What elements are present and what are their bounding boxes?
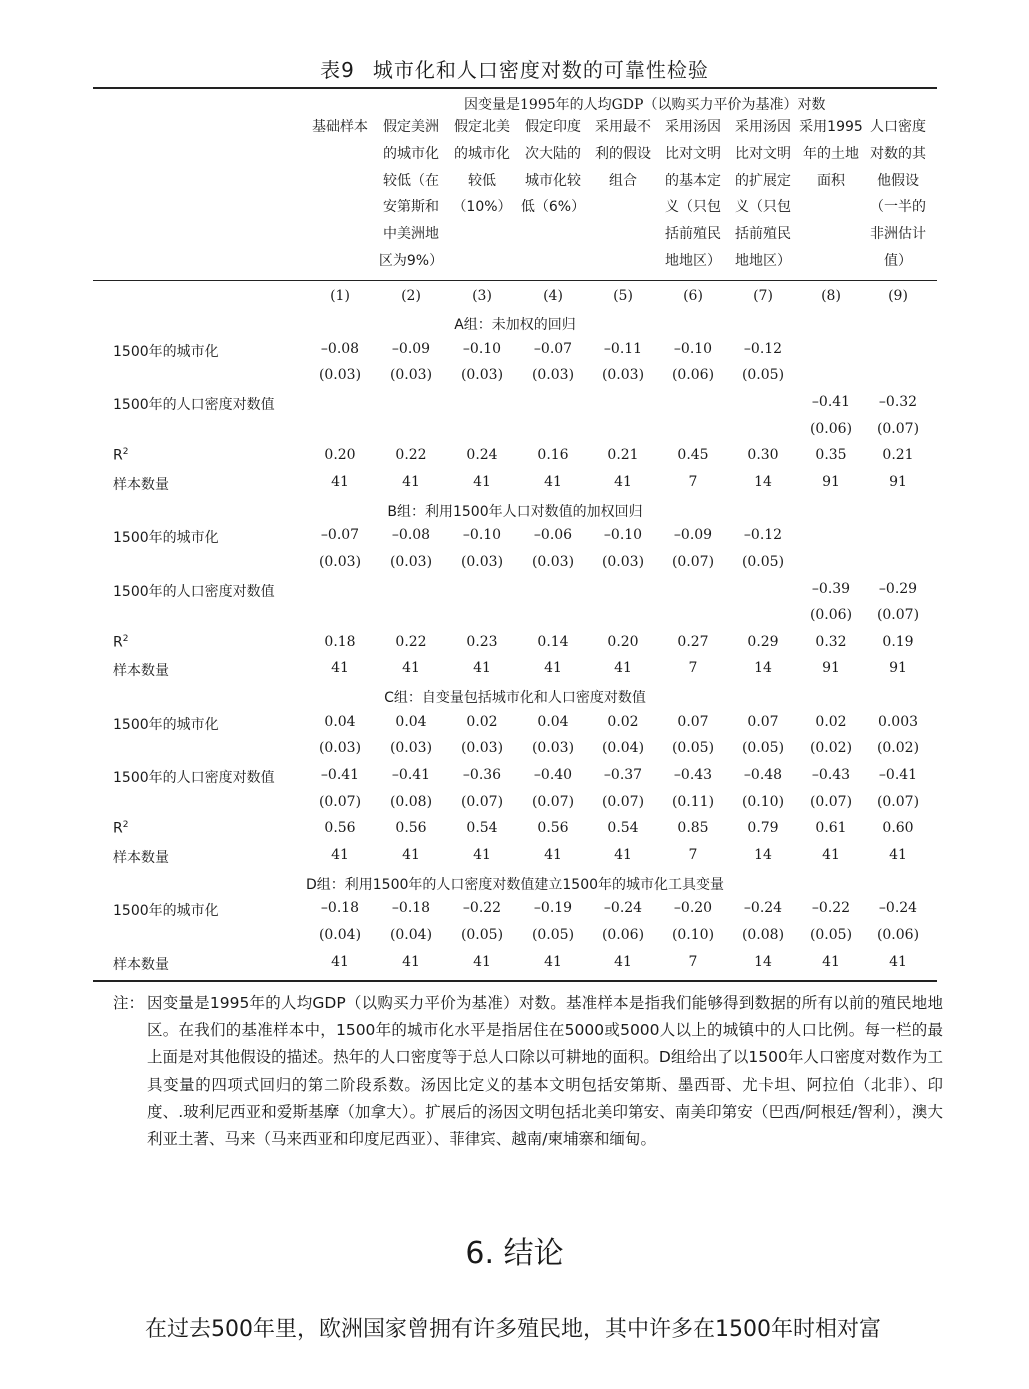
table-cell: 0.85 [677, 820, 709, 837]
column-header-line: 基础样本 [312, 119, 368, 135]
panel-title: C组：自变量包括城市化和人口密度对数值 [384, 690, 646, 707]
row-label [113, 341, 219, 361]
row-label [113, 900, 219, 920]
row-label [113, 847, 169, 867]
column-number: (8) [821, 288, 841, 304]
row-label-text: 1500年的城市化 [113, 716, 219, 733]
column-header-line: 假定美洲 [383, 119, 439, 135]
table-cell: 0.04 [395, 713, 427, 730]
row-label [113, 954, 169, 974]
table-cell: 0.27 [677, 633, 709, 650]
table-cell: (0.07) [460, 793, 504, 810]
table-cell: 0.24 [466, 447, 498, 464]
superscript: 2 [122, 633, 129, 644]
table-cell: 91 [822, 660, 840, 677]
table-cell: –0.12 [743, 527, 783, 544]
table-cell: 0.02 [466, 713, 498, 730]
column-header-line: 年的土地 [803, 145, 859, 162]
table-cell: (0.03) [531, 553, 575, 570]
table-cell: –0.39 [811, 580, 851, 597]
column-header-line: 采用汤因 [735, 119, 791, 135]
column-header-line: 他假设 [877, 172, 919, 189]
table-cell: 0.04 [324, 713, 356, 730]
table-cell: (0.06) [876, 926, 920, 943]
table-cell: 0.04 [537, 713, 569, 730]
note-text: 因变量是1995年的人均GDP（以购买力平价为基准）对数。基准样本是指我们能够得到数据的所有以前的殖民地地区。在我们的基准样本中，1500年的城市化水平是指居住在5000或5000人以上的城镇中的人口比例。每一栏的最上面是对其他假设的描述。热年的人口密度等于总人口除以可耕地的面积。D组给出了以1500年人口密度对数作为工具变量的四项式回归的第二阶段系数。汤因比定义的基本文明包括安第斯、墨西哥、尤卡坦、阿拉伯（北非）、印度、.玻利尼西亚和爱斯基摩（加拿大）。扩展后的汤因文明包括北美印第安、南美印第安（巴西/阿根廷/智利），澳大利亚土著、马来（马来西亚和印度尼西亚）、菲律宾、越南/柬埔寨和缅甸。 [147, 994, 943, 1149]
superscript: 2 [122, 447, 129, 458]
table-cell: –0.10 [462, 340, 502, 357]
table-cell: –0.22 [462, 900, 502, 917]
column-header-line: 面积 [817, 172, 845, 189]
table-title [0, 54, 1029, 83]
table-cell: –0.10 [462, 527, 502, 544]
table-cell: (0.06) [671, 367, 715, 384]
table-cell: –0.41 [391, 767, 431, 784]
table-cell: (0.05) [741, 367, 785, 384]
row-label [113, 714, 219, 734]
column-header-line: 括前殖民 [665, 226, 721, 243]
table-cell: 14 [754, 473, 772, 490]
column-header-line: 对数的其 [870, 145, 926, 162]
column-header-line: 利的假设 [595, 145, 651, 162]
table-cell: 0.20 [324, 447, 356, 464]
column-header-8 [796, 114, 866, 194]
table-cell: 0.18 [324, 633, 356, 650]
row-label-text: R [113, 634, 123, 651]
table-cell: –0.09 [673, 527, 713, 544]
table-cell: –0.19 [533, 900, 573, 917]
row-label-text: 1500年的城市化 [113, 903, 219, 920]
table-cell: 41 [473, 847, 491, 863]
table-note [113, 990, 943, 1153]
table-cell: (0.03) [318, 553, 362, 570]
table-cell: (0.04) [601, 740, 645, 757]
table-cell: 0.56 [537, 820, 569, 837]
table-cell: 41 [331, 660, 349, 677]
table-cell: (0.03) [460, 553, 504, 570]
column-header-1 [305, 114, 375, 141]
row-label [113, 474, 169, 494]
table-cell: –0.18 [320, 900, 360, 917]
table-cell: 41 [331, 473, 349, 490]
table-cell: 41 [614, 847, 632, 863]
table-cell: 0.32 [815, 633, 847, 650]
column-header-3 [447, 114, 517, 221]
table-cell: –0.24 [878, 900, 918, 917]
column-header-line: 的城市化 [454, 145, 510, 162]
table-cell: 0.56 [395, 820, 427, 837]
table-cell: 0.79 [747, 820, 779, 837]
table-cell: 7 [688, 847, 698, 863]
table-cell: (0.07) [876, 607, 920, 624]
column-header-line: 区为9%） [378, 252, 444, 269]
table-cell: (0.05) [741, 553, 785, 570]
table-cell: 41 [614, 953, 632, 970]
table-cell: 7 [688, 660, 698, 677]
table-cell: (0.02) [809, 740, 853, 757]
table-cell: 41 [331, 953, 349, 970]
table-cell: (0.04) [389, 926, 433, 943]
row-label-text: 1500年的人口密度对数值 [113, 583, 275, 600]
column-header-line: 义（只包 [665, 199, 721, 216]
column-header-line: 采用汤因 [665, 119, 721, 135]
table-cell: 41 [544, 473, 562, 490]
table-cell: 41 [822, 953, 840, 970]
table-cell: 0.61 [815, 820, 847, 837]
row-label-text: 1500年的人口密度对数值 [113, 396, 275, 413]
table-cell: 91 [822, 473, 840, 490]
column-header-line: 比对文明 [735, 145, 791, 162]
table-cell: 0.21 [607, 447, 639, 464]
table-cell: –0.12 [743, 340, 783, 357]
column-header-line: 次大陆的 [525, 145, 581, 162]
column-header-2 [376, 114, 446, 275]
table-cell: –0.07 [533, 340, 573, 357]
table-cell: 7 [688, 953, 698, 970]
column-number: (1) [330, 288, 350, 304]
table-cell: 41 [402, 847, 420, 863]
table-cell: –0.41 [878, 767, 918, 784]
table-cell: 0.02 [815, 713, 847, 730]
table-cell: 41 [889, 847, 907, 863]
column-header-6 [658, 114, 728, 275]
column-header-line: 城市化较 [525, 172, 581, 189]
table-cell: 0.16 [537, 447, 569, 464]
column-header-line: 较低 [468, 172, 496, 189]
table-cell: 41 [544, 660, 562, 677]
table-cell: –0.08 [391, 527, 431, 544]
column-header-7 [728, 114, 798, 275]
table-cell: (0.05) [741, 740, 785, 757]
table-cell: 0.02 [607, 713, 639, 730]
column-header-line: 采用1995 [799, 119, 863, 135]
column-header-line: 非洲估计 [870, 226, 926, 243]
table-cell: –0.11 [603, 340, 643, 357]
column-number: (5) [613, 288, 633, 304]
table-cell: 41 [614, 660, 632, 677]
table-cell: –0.20 [673, 900, 713, 917]
table-cell: –0.09 [391, 340, 431, 357]
row-label-text: 样本数量 [113, 476, 169, 493]
table-cell: 0.07 [747, 713, 779, 730]
table-top-rule [93, 87, 937, 89]
table-cell: (0.07) [531, 793, 575, 810]
table-cell: 7 [688, 473, 698, 490]
column-header-line: 地地区） [665, 252, 721, 269]
table-cell: (0.03) [531, 367, 575, 384]
table-cell: 41 [614, 473, 632, 490]
column-number: (9) [888, 288, 908, 304]
row-label-text: 1500年的城市化 [113, 343, 219, 360]
table-cell: 0.22 [395, 447, 427, 464]
column-header-line: 括前殖民 [735, 226, 791, 243]
table-bottom-rule [93, 980, 937, 982]
table-cell: (0.07) [671, 553, 715, 570]
table-cell: –0.22 [811, 900, 851, 917]
column-number: (6) [683, 288, 703, 304]
table-cell: (0.07) [601, 793, 645, 810]
table-cell: –0.40 [533, 767, 573, 784]
table-cell: (0.03) [389, 367, 433, 384]
row-label-text: 1500年的人口密度对数值 [113, 770, 275, 787]
column-number: (2) [401, 288, 421, 304]
column-header-line: 值） [884, 252, 912, 269]
table-cell: (0.08) [389, 793, 433, 810]
column-header-line: （一半的 [870, 199, 926, 216]
table-cell: 41 [889, 953, 907, 970]
table-cell: (0.10) [671, 926, 715, 943]
table-cell: (0.06) [601, 926, 645, 943]
table-cell: 0.45 [677, 447, 709, 464]
table-cell: 14 [754, 953, 772, 970]
row-label [113, 634, 128, 651]
column-header-line: 较低（在 [383, 172, 439, 189]
row-label [113, 660, 169, 680]
dependent-variable: 因变量是1995年的人均GDP（以购买力平价为基准）对数 [464, 97, 826, 113]
table-number: 表9 [320, 58, 355, 82]
panel-title: B组：利用1500年人口对数值的加权回归 [387, 503, 643, 520]
table-cell: 0.54 [466, 820, 498, 837]
table-cell: 41 [402, 473, 420, 490]
table-cell: (0.04) [318, 926, 362, 943]
table-cell: 41 [473, 953, 491, 970]
column-header-line: 中美洲地 [383, 226, 439, 243]
table-cell: –0.43 [811, 767, 851, 784]
column-number: (3) [472, 288, 492, 304]
table-cell: 14 [754, 847, 772, 863]
table-cell: (0.03) [531, 740, 575, 757]
table-cell: 0.30 [747, 447, 779, 464]
row-label [113, 394, 275, 414]
superscript: 2 [122, 820, 129, 831]
row-label-text: 样本数量 [113, 956, 169, 973]
table-cell: (0.07) [809, 793, 853, 810]
table-cell: 41 [331, 847, 349, 863]
table-cell: –0.18 [391, 900, 431, 917]
table-cell: –0.06 [533, 527, 573, 544]
table-cell: –0.41 [811, 393, 851, 410]
table-cell: (0.10) [741, 793, 785, 810]
panel-title: D组：利用1500年的人口密度对数值建立1500年的城市化工具变量 [305, 876, 725, 893]
header-rule [93, 280, 937, 281]
table-cell: (0.03) [389, 740, 433, 757]
section-heading: 6. 结论 [465, 1236, 564, 1271]
column-number: (7) [753, 288, 773, 304]
table-cell: 0.35 [815, 447, 847, 464]
table-cell: 14 [754, 660, 772, 677]
row-label [113, 447, 128, 464]
table-cell: –0.48 [743, 767, 783, 784]
column-number: (4) [543, 288, 563, 304]
table-cell: 0.20 [607, 633, 639, 650]
table-cell: –0.24 [603, 900, 643, 917]
table-cell: (0.07) [876, 793, 920, 810]
table-cell: (0.07) [318, 793, 362, 810]
row-label [113, 527, 219, 547]
table-cell: (0.11) [671, 793, 715, 810]
row-label-text: 样本数量 [113, 663, 169, 680]
table-cell: 41 [473, 473, 491, 490]
table-cell: (0.02) [876, 740, 920, 757]
table-cell: 0.14 [537, 633, 569, 650]
row-label-text: 样本数量 [113, 850, 169, 866]
table-cell: –0.36 [462, 767, 502, 784]
column-header-line: 采用最不 [595, 119, 651, 135]
table-cell: –0.32 [878, 393, 918, 410]
table-cell: 41 [544, 847, 562, 863]
column-header-line: 假定北美 [454, 119, 510, 135]
row-label-text: R [113, 821, 123, 837]
panel-title: A组：未加权的回归 [454, 317, 576, 333]
column-header-4 [518, 114, 588, 221]
column-header-line: 地地区） [735, 252, 791, 269]
note-label: 注： [113, 994, 145, 1012]
row-label-text: R [113, 447, 123, 464]
table-cell: (0.03) [460, 740, 504, 757]
table-cell: –0.07 [320, 527, 360, 544]
table-cell: 0.21 [882, 447, 914, 464]
table-cell: 0.29 [747, 633, 779, 650]
table-cell: (0.03) [318, 367, 362, 384]
table-cell: 41 [544, 953, 562, 970]
table-cell: 91 [889, 660, 907, 677]
table-cell: (0.07) [876, 420, 920, 437]
table-cell: 41 [473, 660, 491, 677]
table-cell: 41 [822, 847, 840, 863]
table-cell: 0.56 [324, 820, 356, 837]
table-cell: –0.24 [743, 900, 783, 917]
table-cell: 0.22 [395, 633, 427, 650]
column-header-line: 的扩展定 [735, 172, 791, 189]
column-header-9 [863, 114, 933, 275]
table-cell: 0.19 [882, 633, 914, 650]
table-cell: (0.05) [671, 740, 715, 757]
table-cell: –0.10 [673, 340, 713, 357]
table-cell: 91 [889, 473, 907, 490]
row-label [113, 581, 275, 601]
table-cell: 0.60 [882, 820, 914, 837]
table-cell: 0.07 [677, 713, 709, 730]
table-cell: –0.41 [320, 767, 360, 784]
table-cell: (0.05) [809, 926, 853, 943]
table-cell: (0.06) [809, 607, 853, 624]
column-header-line: 比对文明 [665, 145, 721, 162]
row-label [113, 820, 128, 837]
table-cell: (0.05) [531, 926, 575, 943]
table-title-text: 城市化和人口密度对数的可靠性检验 [372, 58, 709, 82]
row-label-text: 1500年的城市化 [113, 530, 219, 547]
column-header-line: 低（6%） [520, 199, 586, 216]
table-cell: 0.23 [466, 633, 498, 650]
column-header-line: 假定印度 [525, 119, 581, 135]
table-cell: (0.03) [601, 553, 645, 570]
row-label [113, 767, 275, 787]
table-cell: (0.03) [318, 740, 362, 757]
table-cell: (0.06) [809, 420, 853, 437]
column-header-line: 安第斯和 [383, 199, 439, 216]
column-header-line: 的城市化 [383, 145, 439, 162]
table-cell: –0.29 [878, 580, 918, 597]
table-cell: (0.03) [460, 367, 504, 384]
table-cell: 41 [402, 660, 420, 677]
body-paragraph: 在过去500年里，欧洲国家曾拥有许多殖民地，其中许多在1500年时相对富 [145, 1317, 881, 1342]
table-cell: –0.10 [603, 527, 643, 544]
table-cell: 41 [402, 953, 420, 970]
table-cell: (0.08) [741, 926, 785, 943]
table-cell: (0.05) [460, 926, 504, 943]
column-header-line: 人口密度 [870, 119, 926, 135]
table-cell: (0.03) [389, 553, 433, 570]
column-header-line: 的基本定 [665, 172, 721, 189]
column-header-5 [588, 114, 658, 194]
column-header-line: 组合 [609, 172, 637, 189]
table-cell: 0.003 [877, 713, 919, 730]
table-cell: 0.54 [607, 820, 639, 837]
column-header-line: （10%） [452, 199, 512, 216]
table-cell: –0.08 [320, 340, 360, 357]
table-cell: –0.43 [673, 767, 713, 784]
column-header-line: 义（只包 [735, 199, 791, 216]
table-cell: –0.37 [603, 767, 643, 784]
table-cell: (0.03) [601, 367, 645, 384]
